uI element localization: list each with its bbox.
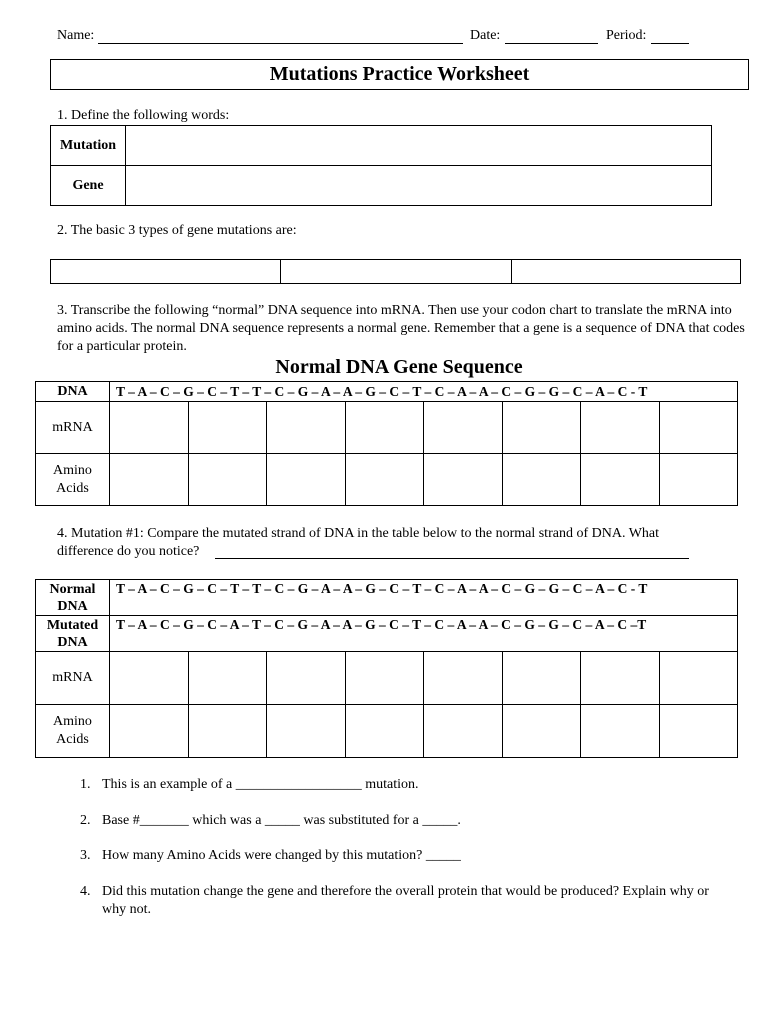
mrna-row-label: mRNA xyxy=(36,652,110,705)
mrna-cell[interactable] xyxy=(424,402,503,454)
dna-sequence: T – A – C – G – C – T – T – C – G – A – A – G – C – T – C – A – A – C – G – G – C – A – C - T xyxy=(110,382,738,402)
question-number: 2. xyxy=(80,813,91,828)
normal-dna-sequence: T – A – C – G – C – T – T – C – G – A – A – G – C – T – C – A – A – C – G – G – C – A – C - T xyxy=(110,580,738,616)
normal-label-line1: Normal xyxy=(49,581,96,597)
question-number: 1. xyxy=(80,777,91,792)
amino-acid-cell[interactable] xyxy=(502,454,581,506)
normal-sequence-table xyxy=(35,381,738,506)
mutated-dna-sequence: T – A – C – G – C – A – T – C – G – A – A – G – C – T – C – A – A – C – G – G – C – A – C –T xyxy=(110,616,738,652)
amino-label-line2: Acids xyxy=(56,480,89,496)
amino-acid-cell[interactable] xyxy=(659,454,738,506)
sequence-table-title: Normal DNA Gene Sequence xyxy=(275,356,523,378)
name-label: Name: xyxy=(57,28,95,43)
q4-prompt-line2: difference do you notice? xyxy=(57,544,200,559)
amino-acid-cell[interactable] xyxy=(110,454,189,506)
amino-label-line1: Amino xyxy=(53,714,92,729)
mrna-cell[interactable] xyxy=(267,402,346,454)
mrna-cell[interactable] xyxy=(267,652,346,705)
amino-acid-cell[interactable] xyxy=(188,705,267,758)
date-blank[interactable] xyxy=(505,43,598,44)
q2-prompt: 2. The basic 3 types of gene mutations are: xyxy=(57,223,297,238)
amino-acid-cell[interactable] xyxy=(581,705,660,758)
period-label: Period: xyxy=(606,28,647,43)
amino-acids-row-label xyxy=(36,454,110,506)
mrna-cell[interactable] xyxy=(659,652,738,705)
mrna-cell[interactable] xyxy=(345,652,424,705)
amino-acid-cell[interactable] xyxy=(110,705,189,758)
amino-acid-cell[interactable] xyxy=(267,705,346,758)
mutation-table xyxy=(35,579,738,758)
date-label: Date: xyxy=(470,28,501,43)
definitions-table xyxy=(50,125,712,206)
mutation-type-cell[interactable] xyxy=(281,260,512,284)
amino-acid-cell[interactable] xyxy=(581,454,660,506)
normal-dna-label xyxy=(36,580,110,616)
definition-gene-cell[interactable] xyxy=(126,166,712,206)
q1-prompt: 1. Define the following words: xyxy=(57,108,230,123)
mrna-cell[interactable] xyxy=(345,402,424,454)
amino-acid-cell[interactable] xyxy=(345,705,424,758)
term-gene: Gene xyxy=(51,166,126,206)
amino-acids-row-label xyxy=(36,705,110,758)
mrna-cell[interactable] xyxy=(110,652,189,705)
period-blank[interactable] xyxy=(651,43,689,44)
question-text: How many Amino Acids were changed by this mutation? _____ xyxy=(102,848,461,863)
mrna-cell[interactable] xyxy=(581,402,660,454)
difference-blank[interactable] xyxy=(215,558,689,559)
mrna-row-label: mRNA xyxy=(36,402,110,454)
amino-acid-cell[interactable] xyxy=(267,454,346,506)
mrna-cell[interactable] xyxy=(424,652,503,705)
q4-prompt-line1: 4. Mutation #1: Compare the mutated strand of DNA in the table below to the normal strand of DNA. What xyxy=(57,526,660,541)
term-mutation: Mutation xyxy=(51,126,126,166)
amino-acid-cell[interactable] xyxy=(345,454,424,506)
mrna-cell[interactable] xyxy=(659,402,738,454)
mutated-label-line1: Mutated xyxy=(46,617,99,633)
amino-label-line2: Acids xyxy=(56,732,89,747)
question-number: 3. xyxy=(80,848,91,863)
q3-prompt: 3. Transcribe the following “normal” DNA sequence into mRNA. Then use your codon chart to translate the mRNA into amino acids. The normal DNA sequence represents a normal gene. Remember that a gene is a sequence of DNA that codes for a particular protein. xyxy=(57,303,745,354)
definition-mutation-cell[interactable] xyxy=(126,126,712,166)
mrna-cell[interactable] xyxy=(502,652,581,705)
mutation-types-table xyxy=(50,259,741,284)
mrna-cell[interactable] xyxy=(188,402,267,454)
amino-acid-cell[interactable] xyxy=(424,454,503,506)
mrna-cell[interactable] xyxy=(581,652,660,705)
amino-acid-cell[interactable] xyxy=(188,454,267,506)
amino-label-line1: Amino xyxy=(53,462,92,478)
question-text: Did this mutation change the gene and therefore the overall protein that would be produced? Explain why or why not. xyxy=(102,884,709,917)
mutated-dna-label xyxy=(36,616,110,652)
mrna-cell[interactable] xyxy=(502,402,581,454)
mrna-cell[interactable] xyxy=(188,652,267,705)
mutation-type-cell[interactable] xyxy=(512,260,741,284)
question-text: This is an example of a __________________ mutation. xyxy=(102,777,419,792)
amino-acid-cell[interactable] xyxy=(659,705,738,758)
amino-acid-cell[interactable] xyxy=(424,705,503,758)
question-text: Base #_______ which was a _____ was substituted for a _____. xyxy=(102,813,461,828)
mrna-cell[interactable] xyxy=(110,402,189,454)
page-title: Mutations Practice Worksheet xyxy=(269,63,530,85)
dna-row-label: DNA xyxy=(36,382,110,402)
mutation-type-cell[interactable] xyxy=(51,260,281,284)
mutated-label-line2: DNA xyxy=(57,634,88,650)
normal-label-line2: DNA xyxy=(57,598,88,614)
amino-acid-cell[interactable] xyxy=(502,705,581,758)
title-box xyxy=(50,59,749,90)
name-blank[interactable] xyxy=(98,43,463,44)
question-number: 4. xyxy=(80,884,91,899)
